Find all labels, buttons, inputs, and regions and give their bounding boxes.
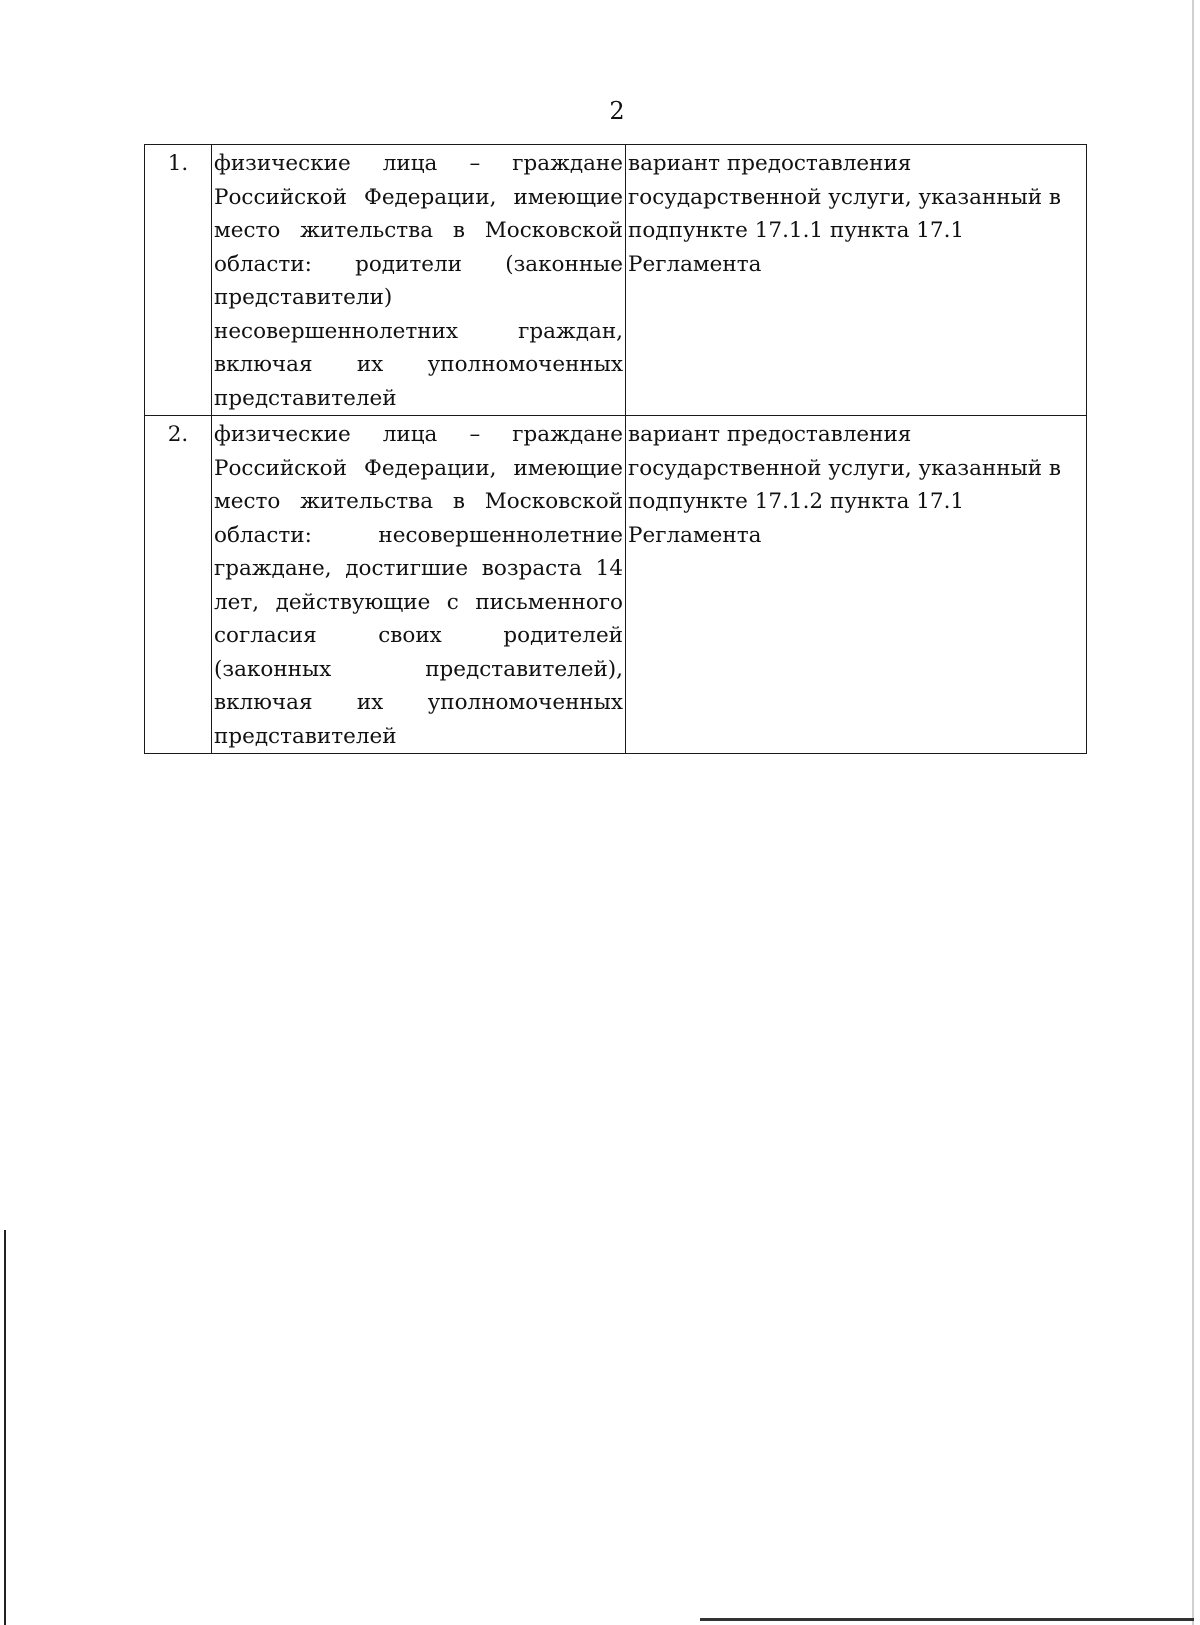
table-row: [145, 145, 1087, 416]
category-line: место жительства в Московской: [214, 218, 623, 243]
category-line: Российской Федерации, имеющие: [214, 184, 623, 210]
category-line: области: родители (законные: [214, 251, 623, 277]
variant-line: вариант предоставления: [628, 151, 912, 176]
category-line: области: несовершеннолетние: [214, 522, 623, 548]
variant-line: Регламента: [628, 251, 762, 277]
variant-line: государственной услуги, указанный в: [628, 455, 1062, 481]
table-row: [145, 416, 1087, 754]
applicant-variant-table: [144, 144, 1087, 754]
category-line: место жительства в Московской: [214, 489, 623, 514]
variant-line: вариант предоставления: [628, 422, 912, 447]
category-line: лет, действующие с письменного: [214, 589, 623, 615]
variant-line: государственной услуги, указанный в: [628, 184, 1062, 210]
service-variant-cell: [626, 416, 1087, 754]
scan-edge-right: [1192, 0, 1194, 1625]
category-line: граждане, достигшие возраста 14: [214, 556, 623, 581]
scan-edge-bottom: [700, 1618, 1194, 1621]
scan-edge-left: [4, 1230, 6, 1625]
category-line: согласия своих родителей: [214, 623, 623, 648]
category-line: включая их уполномоченных: [214, 690, 623, 715]
row-number: 2.: [145, 416, 212, 754]
category-line: представителей: [214, 723, 397, 749]
category-line: включая их уполномоченных: [214, 352, 623, 377]
page-number: 2: [609, 97, 625, 125]
service-variant-cell: [626, 145, 1087, 416]
applicant-category-cell: [212, 416, 626, 754]
variant-line: подпункте 17.1.2 пункта 17.1: [628, 489, 965, 514]
applicant-category-cell: [212, 145, 626, 416]
category-line: (законных представителей),: [214, 656, 623, 682]
category-line: представителей: [214, 385, 397, 411]
category-line: физические лица – граждане: [214, 151, 623, 176]
category-line: несовершеннолетних граждан,: [214, 318, 623, 344]
category-line: Российской Федерации, имеющие: [214, 455, 623, 481]
row-number: 1.: [145, 145, 212, 416]
category-line: физические лица – граждане: [214, 422, 623, 447]
variant-line: подпункте 17.1.1 пункта 17.1: [628, 218, 965, 243]
category-line: представители): [214, 285, 393, 310]
variant-line: Регламента: [628, 522, 762, 548]
